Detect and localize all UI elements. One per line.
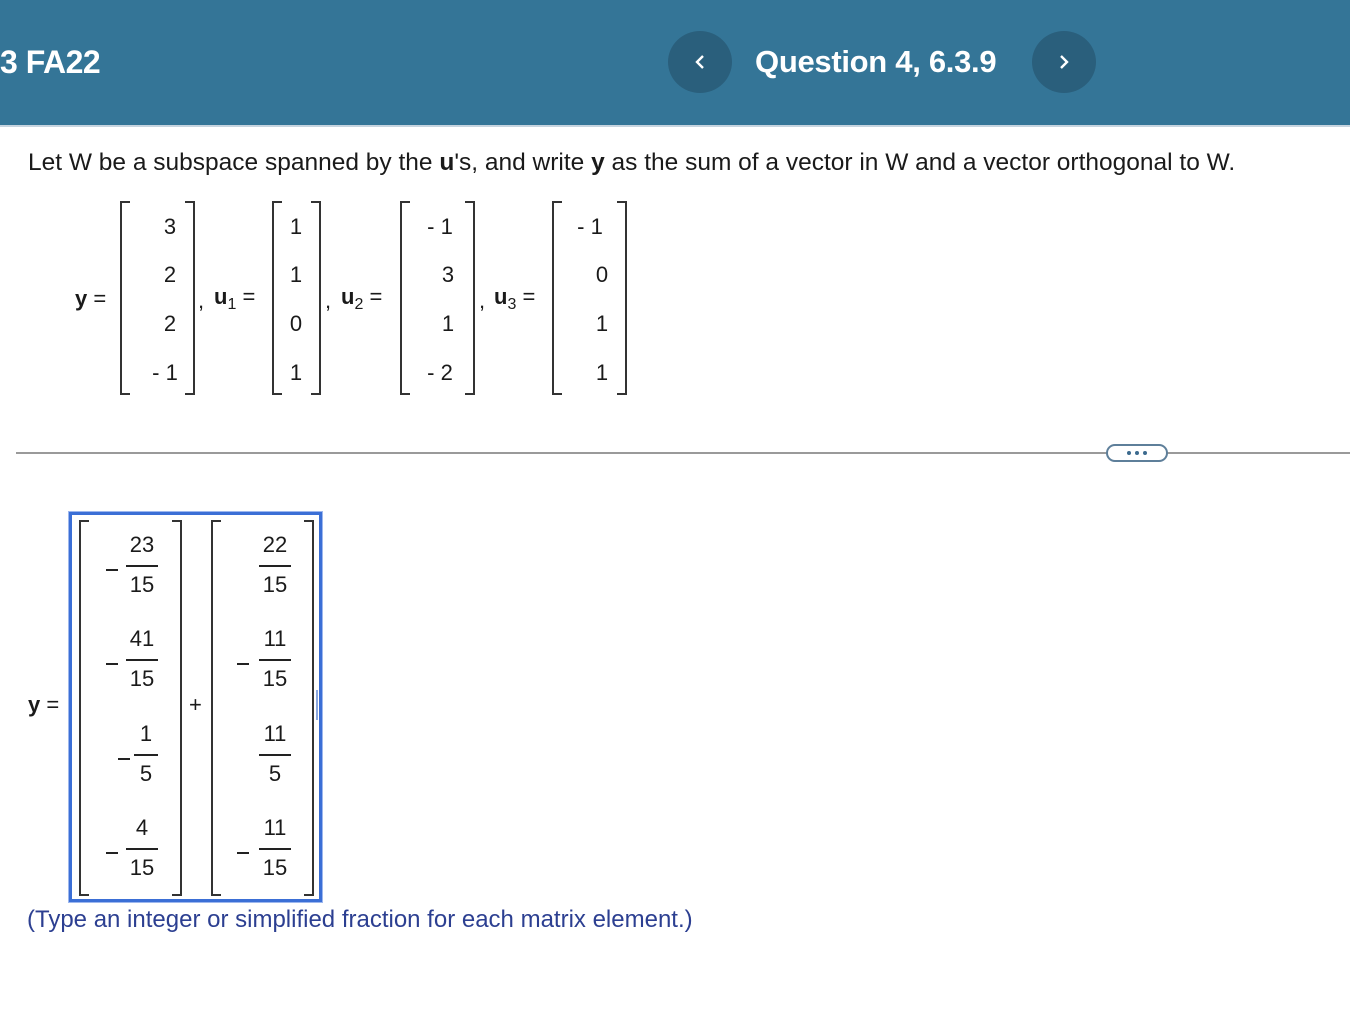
vector-cell: - 2 — [427, 360, 453, 385]
fraction-input-left-4[interactable] — [120, 815, 164, 881]
course-title: 3 FA22 — [0, 44, 101, 80]
numerator[interactable]: 11 — [263, 626, 287, 651]
vector-cell: - 1 — [427, 214, 453, 239]
vector-cell: 2 — [163, 311, 177, 336]
bracket-left — [552, 201, 562, 395]
numerator[interactable]: 41 — [129, 626, 155, 651]
fraction-bar — [259, 848, 291, 850]
vector-cell: 1 — [595, 360, 609, 385]
fraction-input-left-3[interactable] — [128, 721, 164, 787]
vector-cell: 2 — [163, 262, 177, 287]
fraction-input-left-2[interactable] — [120, 626, 164, 692]
statement-bold-u: u — [439, 149, 455, 176]
bracket-right — [304, 520, 314, 896]
numerator[interactable]: 4 — [135, 815, 149, 840]
u2-label: $u_2$ = — [341, 284, 383, 313]
denominator[interactable]: 15 — [262, 855, 288, 880]
answer-y-label: y = — [28, 692, 60, 717]
negative-sign — [237, 663, 249, 665]
header-bar — [0, 0, 1350, 127]
vector-cell: 1 — [289, 360, 303, 385]
more-options-button[interactable] — [1106, 444, 1168, 462]
fraction-input-left-1[interactable] — [120, 532, 164, 598]
fraction-bar — [259, 565, 291, 567]
fraction-bar — [259, 754, 291, 756]
vector-cell: - 1 — [152, 360, 178, 385]
instruction-hint: (Type an integer or simplified fraction for each matrix element.) — [27, 906, 693, 933]
negative-sign — [106, 663, 118, 665]
vector-cell: 1 — [595, 311, 609, 336]
numerator[interactable]: 11 — [263, 721, 287, 746]
fraction-bar — [126, 848, 158, 850]
problem-statement — [28, 149, 1235, 177]
previous-question-button[interactable] — [668, 31, 732, 93]
statement-text: as the sum of a vector in W and a vector orthogonal to W. — [604, 149, 1236, 176]
comma: , — [198, 288, 205, 313]
u1-label: $u_1$ = — [214, 284, 256, 313]
statement-bold-y: y — [591, 149, 605, 176]
fraction-bar — [126, 659, 158, 661]
vector-cell: - 1 — [577, 214, 603, 239]
vector-cell: 1 — [289, 262, 303, 287]
chevron-right-icon — [1058, 54, 1070, 70]
fraction-input-right-1[interactable] — [253, 532, 297, 598]
negative-sign — [106, 852, 118, 854]
denominator[interactable]: 15 — [262, 572, 288, 597]
bracket-left — [211, 520, 221, 896]
vector-cell: 0 — [595, 262, 609, 287]
vector-cell: 3 — [163, 214, 177, 239]
numerator[interactable]: 1 — [139, 721, 153, 746]
vector-cell: 3 — [441, 262, 455, 287]
denominator[interactable]: 5 — [139, 761, 153, 786]
vector-cell: 0 — [289, 311, 303, 336]
u3-label: $u_3$ = — [494, 284, 536, 313]
dot-icon — [1143, 451, 1147, 455]
denominator[interactable]: 15 — [262, 666, 288, 691]
statement-text: 's, and write — [454, 149, 592, 176]
dot-icon — [1127, 451, 1131, 455]
numerator[interactable]: 23 — [129, 532, 155, 557]
denominator[interactable]: 15 — [129, 855, 155, 880]
comma: , — [325, 288, 332, 313]
denominator[interactable]: 15 — [129, 572, 155, 597]
numerator[interactable]: 22 — [262, 532, 288, 557]
statement-text: Let W be a subspace spanned by the — [28, 149, 440, 176]
question-title: Question 4, 6.3.9 — [755, 44, 997, 79]
bracket-right — [465, 201, 475, 395]
fraction-bar — [134, 754, 158, 756]
denominator[interactable]: 15 — [129, 666, 155, 691]
fraction-input-right-4[interactable] — [253, 815, 297, 881]
comma: , — [479, 288, 486, 313]
bracket-left — [79, 520, 89, 896]
negative-sign — [237, 852, 249, 854]
dot-icon — [1135, 451, 1139, 455]
fraction-bar — [259, 659, 291, 661]
fraction-input-right-3[interactable] — [253, 721, 297, 787]
negative-sign — [106, 569, 118, 571]
next-question-button[interactable] — [1032, 31, 1096, 93]
denominator[interactable]: 5 — [268, 761, 282, 786]
fraction-bar — [126, 565, 158, 567]
bracket-right — [172, 520, 182, 896]
fraction-input-right-2[interactable] — [253, 626, 297, 692]
plus-sign: + — [189, 692, 202, 717]
text-cursor — [316, 690, 318, 720]
bracket-left — [400, 201, 410, 395]
y-label: y = — [75, 286, 107, 311]
vector-cell: 1 — [289, 214, 303, 239]
chevron-left-icon — [694, 54, 706, 70]
numerator[interactable]: 11 — [263, 815, 287, 840]
vector-cell: 1 — [441, 311, 455, 336]
bracket-left — [120, 201, 130, 395]
